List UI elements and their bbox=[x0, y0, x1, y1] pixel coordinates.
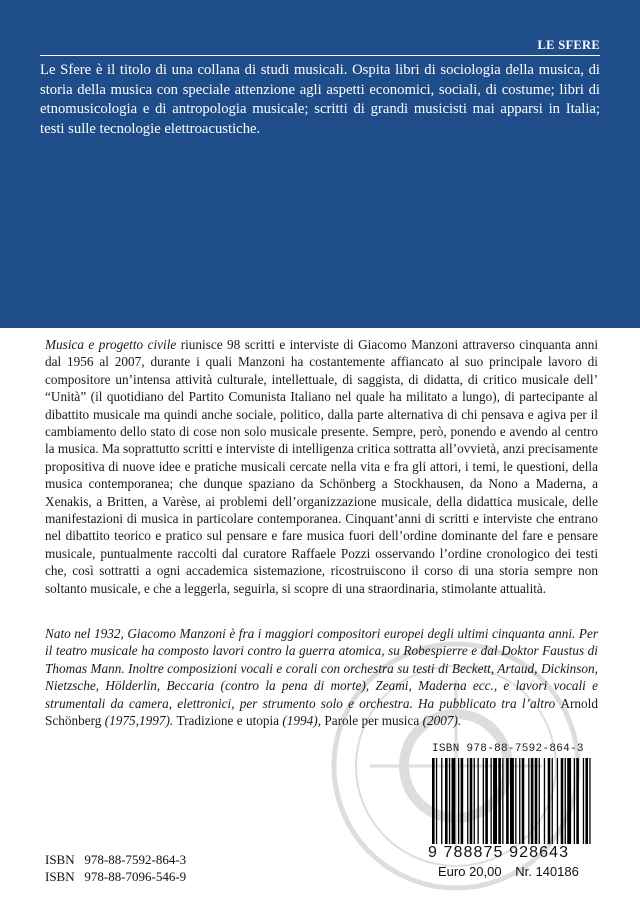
series-title: LE SFERE bbox=[537, 38, 600, 52]
book-title: Musica e progetto civile bbox=[45, 337, 177, 352]
book-description-text: riunisce 98 scritti e interviste di Giacomo Manzoni attraverso cinquanta anni dal 1956 al 2007, durante i quali Manzoni ha costantemente affiancato al suo principale lavoro di compositore un’intensa attività culturale, intellettuale, di saggista, di didatta, di critico musicale dell’ “Unità” (il quotidiano del Partito Comunista Italiano nel quale ha militato a lungo), di partecipante al dibattito musicale ma quindi anche sociale, politico, dalla parte alternativa di chi pensava e agiva per il cambiamento dello stato di cose non solo musicale presente. Sempre, però, ponendo e avendo al centro la musica. Ma soprattutto scritti e interviste di intelligenza critica sottratta all’ovvietà, anzi precisamente propositiva di nuove idee e pratiche musicali cercate nella vita e fra gli attori, i temi, le questioni, della musica contemporanea; che dunque spaziano da Schönberg a Stockhausen, da Nono a Maderna, a Xenakis, a Britten, a Varèse, ai problemi dell’organizzazione musicale, della didattica musicale, delle manifestazioni di musica in particolare contemporanea. Cinquant’anni di scritti e interviste che entrano nel dibattito teorico e pratico sul pensare e fare musica fuori dell’ordine dominante del fare e pensare musicale, puntualmente raccolti dal curatore Raffaele Pozzi osservando l’ordine cronologico dei testi che, così sottratti a ogni accademica sistemazione, ricostruiscono il corso di una storia sempre non soltanto musicale, e che a leggerla, seguirla, si scopre di una straordinaria, stimolante attualità. bbox=[45, 337, 599, 596]
work-title: Arnold Schönberg bbox=[45, 695, 598, 729]
barcode-digits: 9 788875 928643 bbox=[428, 844, 570, 861]
work-year: (1994), bbox=[279, 713, 325, 729]
isbn-list bbox=[45, 851, 186, 885]
work-year: (1975,1997). bbox=[101, 713, 177, 729]
price: Euro 20,00 bbox=[438, 864, 502, 879]
author-bio-text: Nato nel 1932, Giacomo Manzoni è fra i maggiori compositori europei degli ultimi cinquanta anni. Per il teatro musicale ha composto lavori contro la guerra atomica, su Robespierre e dal Doktor Faustus di Thomas Mann. Inoltre composizioni vocali e corali con orchestra su testi di Beckett, Artaud, Dickinson, Nietzsche, Hölderlin, Beccaria (contro la pena di morte), Zeami, Maderna ecc., e lavori vocali e strumentali da camera, elettronici, per strumento solo e orchestra. Ha pubblicato tra l’altro bbox=[45, 626, 598, 711]
isbn-line: ISBN 978-88-7096-546-9 bbox=[45, 869, 187, 884]
work-title: Parole per musica bbox=[324, 713, 420, 729]
isbn-line: ISBN 978-88-7592-864-3 bbox=[45, 852, 187, 867]
series-description: Le Sfere è il titolo di una collana di studi musicali. Ospita libri di sociologia della musica, di storia della musica con speciale attenzione agli aspetti economici, sociali, di costume; libri di etnomusicologia e di antropologia musicale; scritti di grandi musicisti mai apparsi in Italia; testi sulle tecnologie elettroacustiche. bbox=[40, 62, 600, 137]
book-description bbox=[45, 336, 598, 597]
work-title: Tradizione e utopia bbox=[176, 713, 280, 729]
catalog-number: Nr. 140186 bbox=[515, 864, 579, 879]
series-divider bbox=[40, 55, 600, 56]
barcode-icon bbox=[430, 758, 596, 844]
series-band bbox=[0, 0, 640, 328]
barcode-isbn: ISBN 978-88-7592-864-3 bbox=[432, 743, 584, 755]
work-year: (2007). bbox=[419, 713, 462, 729]
price-row bbox=[438, 864, 589, 879]
